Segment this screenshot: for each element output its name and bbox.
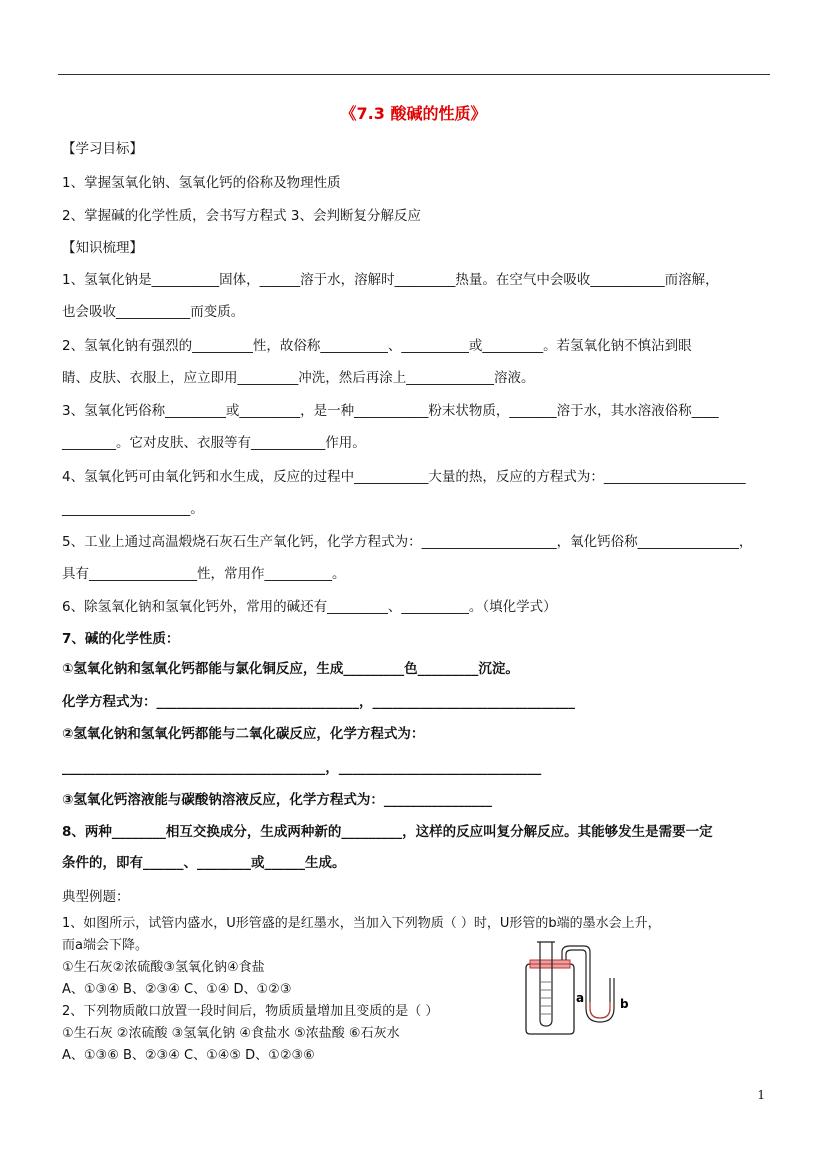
text-line: 4、氢氧化钙可由氧化钙和水生成，反应的过程中___________大量的热，反应的方程式为：_____________________	[62, 469, 746, 485]
page-number: 1	[757, 1088, 765, 1102]
text-line: 6、除氢氧化钠和氢氧化钙外，常用的碱还有_________、__________。（填化学式）	[62, 599, 557, 615]
text-line: ___________________。	[62, 501, 204, 517]
section-heading: 【知识梳理】	[62, 240, 143, 256]
text-line-bold: ①氢氧化钠和氢氧化钙都能与氯化铜反应，生成_________色_________沉淀。	[62, 661, 519, 677]
text-line: 具有________________性，常用作__________。	[62, 566, 346, 582]
text-line: 5、工业上通过高温煅烧石灰石生产氧化钙，化学方程式为：____________________，氧化钙俗称_______________，	[62, 534, 753, 550]
question-line: 而a端会下降。	[62, 938, 148, 953]
question-line: ①生石灰 ②浓硫酸 ③氢氧化钠 ④食盐水 ⑤浓盐酸 ⑥石灰水	[62, 1026, 400, 1041]
text-line-bold: 8、两种________相互交换成分，生成两种新的_________，这样的反应叫复分解反应。其能够发生是需要一定	[62, 824, 713, 840]
text-line: ________。它对皮肤、衣服等有___________作用。	[62, 435, 366, 451]
text-line-bold: 条件的，即有______、________或______生成。	[62, 855, 346, 871]
answer-options: A、①③⑥ B、②③④ C、①④⑤ D、①②③⑥	[62, 1048, 315, 1063]
text-line: 2、掌握碱的化学性质，会书写方程式 3、会判断复分解反应	[62, 208, 421, 224]
apparatus-figure	[518, 938, 638, 1038]
text-line: 1、氢氧化钠是__________固体，______溶于水，溶解时_________热量。在空气中会吸收___________而溶解，	[62, 272, 719, 288]
text-line-bold: _______________________________________，______________________________	[62, 760, 542, 776]
label-b: b	[620, 997, 629, 1011]
section-heading: 典型例题：	[62, 889, 130, 905]
label-a: a	[576, 991, 585, 1005]
page-title: 《7.3 酸碱的性质》	[340, 104, 487, 123]
text-line: 1、掌握氢氧化钠、氢氧化钙的俗称及物理性质	[62, 175, 341, 191]
question-line: 1、如图所示，试管内盛水，U形管盛的是红墨水，当加入下列物质（ ）时，U形管的b端的墨水会上升，	[62, 916, 661, 931]
text-line: 2、氢氧化钠有强烈的_________性，故俗称__________、__________或_________。若氢氧化钠不慎沾到眼	[62, 338, 692, 354]
text-line: 3、氢氧化钙俗称_________或_________，是一种___________粉末状物质，_______溶于水，其水溶液俗称____	[62, 403, 719, 419]
answer-options: A、①③④ B、②③④ C、①④ D、①②③	[62, 982, 292, 997]
header-rule	[58, 74, 770, 75]
text-line-bold: ②氢氧化钠和氢氧化钙都能与二氧化碳反应，化学方程式为：	[62, 726, 425, 742]
question-line: 2、下列物质敞口放置一段时间后，物质质量增加且变质的是（ ）	[62, 1004, 439, 1019]
section-heading: 【学习目标】	[62, 141, 143, 157]
text-line-bold: 化学方程式为：______________________________，______________________________	[62, 694, 575, 710]
text-line: 也会吸收___________而变质。	[62, 304, 245, 320]
text-line-bold: ③氢氧化钙溶液能与碳酸钠溶液反应，化学方程式为：________________	[62, 792, 492, 808]
text-line: 睛、皮肤、衣服上，应立即用_________冲洗，然后再涂上_____________溶液。	[62, 370, 535, 386]
question-line: ①生石灰②浓硫酸③氢氧化钠④食盐	[62, 960, 265, 975]
text-line-bold: 7、碱的化学性质：	[62, 631, 180, 647]
